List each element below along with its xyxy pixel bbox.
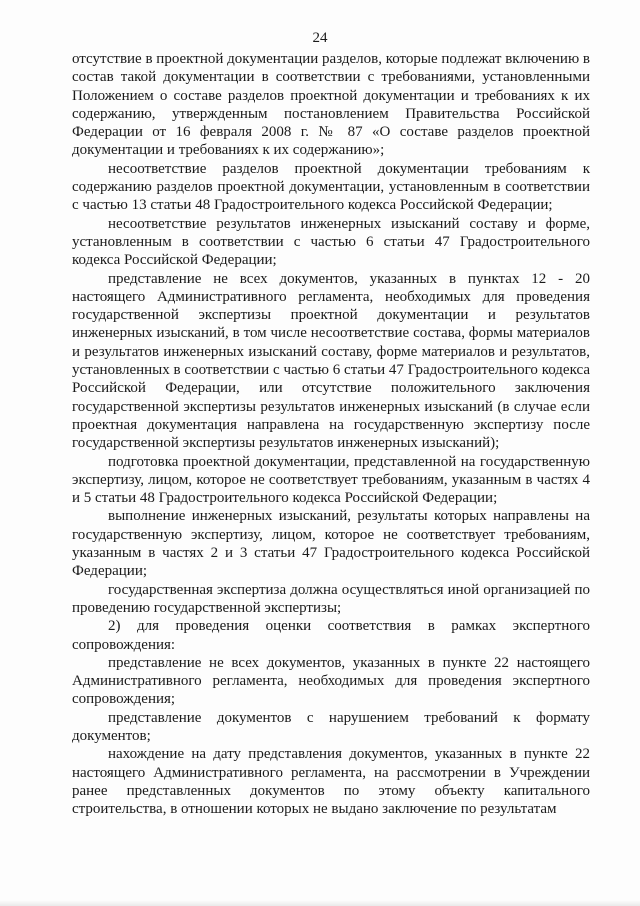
paragraph: государственная экспертиза должна осуществляться иной организацией по проведению государственной экспертизы; [72,581,590,616]
paragraph: отсутствие в проектной документации разделов, которые подлежат включению в состав такой документации в соответствии с требованиями, установленными Положением о составе разделов проектной документации и требованиях к их содержанию, утвержденным постановлением Правительства Российской Федерации от 16 февраля 2008 г. № 87 «О составе разделов проектной документации и требованиях к их содержанию»; [72,51,590,159]
paragraph: представление не всех документов, указанных в пункте 22 настоящего Административного регламента, необходимых для проведения экспертного сопровождения; [72,654,590,708]
paragraph: представление не всех документов, указанных в пунктах 12 - 20 настоящего Административного регламента, необходимых для проведения государственной экспертизы проектной документации и результатов инженерных изысканий, в том числе несоответствие состава, формы материалов и результатов инженерных изысканий составу, форме материалов и результатов, установленных в соответствии с частью 6 статьи 47 Градостроительного кодекса Российской Федерации, или отсутствие положительного заключения государственной экспертизы результатов инженерных изысканий (в случае если проектная документация направлена на государственную экспертизу после государственной экспертизы результатов инженерных изысканий); [72,270,590,452]
paragraph: нахождение на дату представления документов, указанных в пункте 22 настоящего Административного регламента, на рассмотрении в Учреждении ранее представленных документов по этому объекту капитального строительства, в отношении которых не выдано заключение по результатам [72,746,590,818]
paragraph: выполнение инженерных изысканий, результаты которых направлены на государственную экспертизу, лицом, которое не соответствует требованиям, указанным в частях 2 и 3 статьи 47 Градостроительного кодекса Российской Федерации; [72,508,590,580]
scan-edge-shadow [0,900,640,906]
paragraph: 2) для проведения оценки соответствия в рамках экспертного сопровождения: [72,618,590,653]
paragraph: несоответствие результатов инженерных изысканий составу и форме, установленным в соответствии с частью 6 статьи 47 Градостроительного кодекса Российской Федерации; [72,215,590,269]
paragraph: несоответствие разделов проектной документации требованиям к содержанию разделов проектной документации, установленным в соответствии с частью 13 статьи 48 Градостроительного кодекса Российской Федерации; [72,160,590,214]
page-number: 24 [312,30,328,46]
paragraph: представление документов с нарушением требований к формату документов; [72,709,590,744]
paragraph: подготовка проектной документации, представленной на государственную экспертизу, лицом, которое не соответствует требованиям, указанным в частях 4 и 5 статьи 48 Градостроительного кодекса Российской Федерации; [72,453,590,507]
document-body [72,50,590,818]
